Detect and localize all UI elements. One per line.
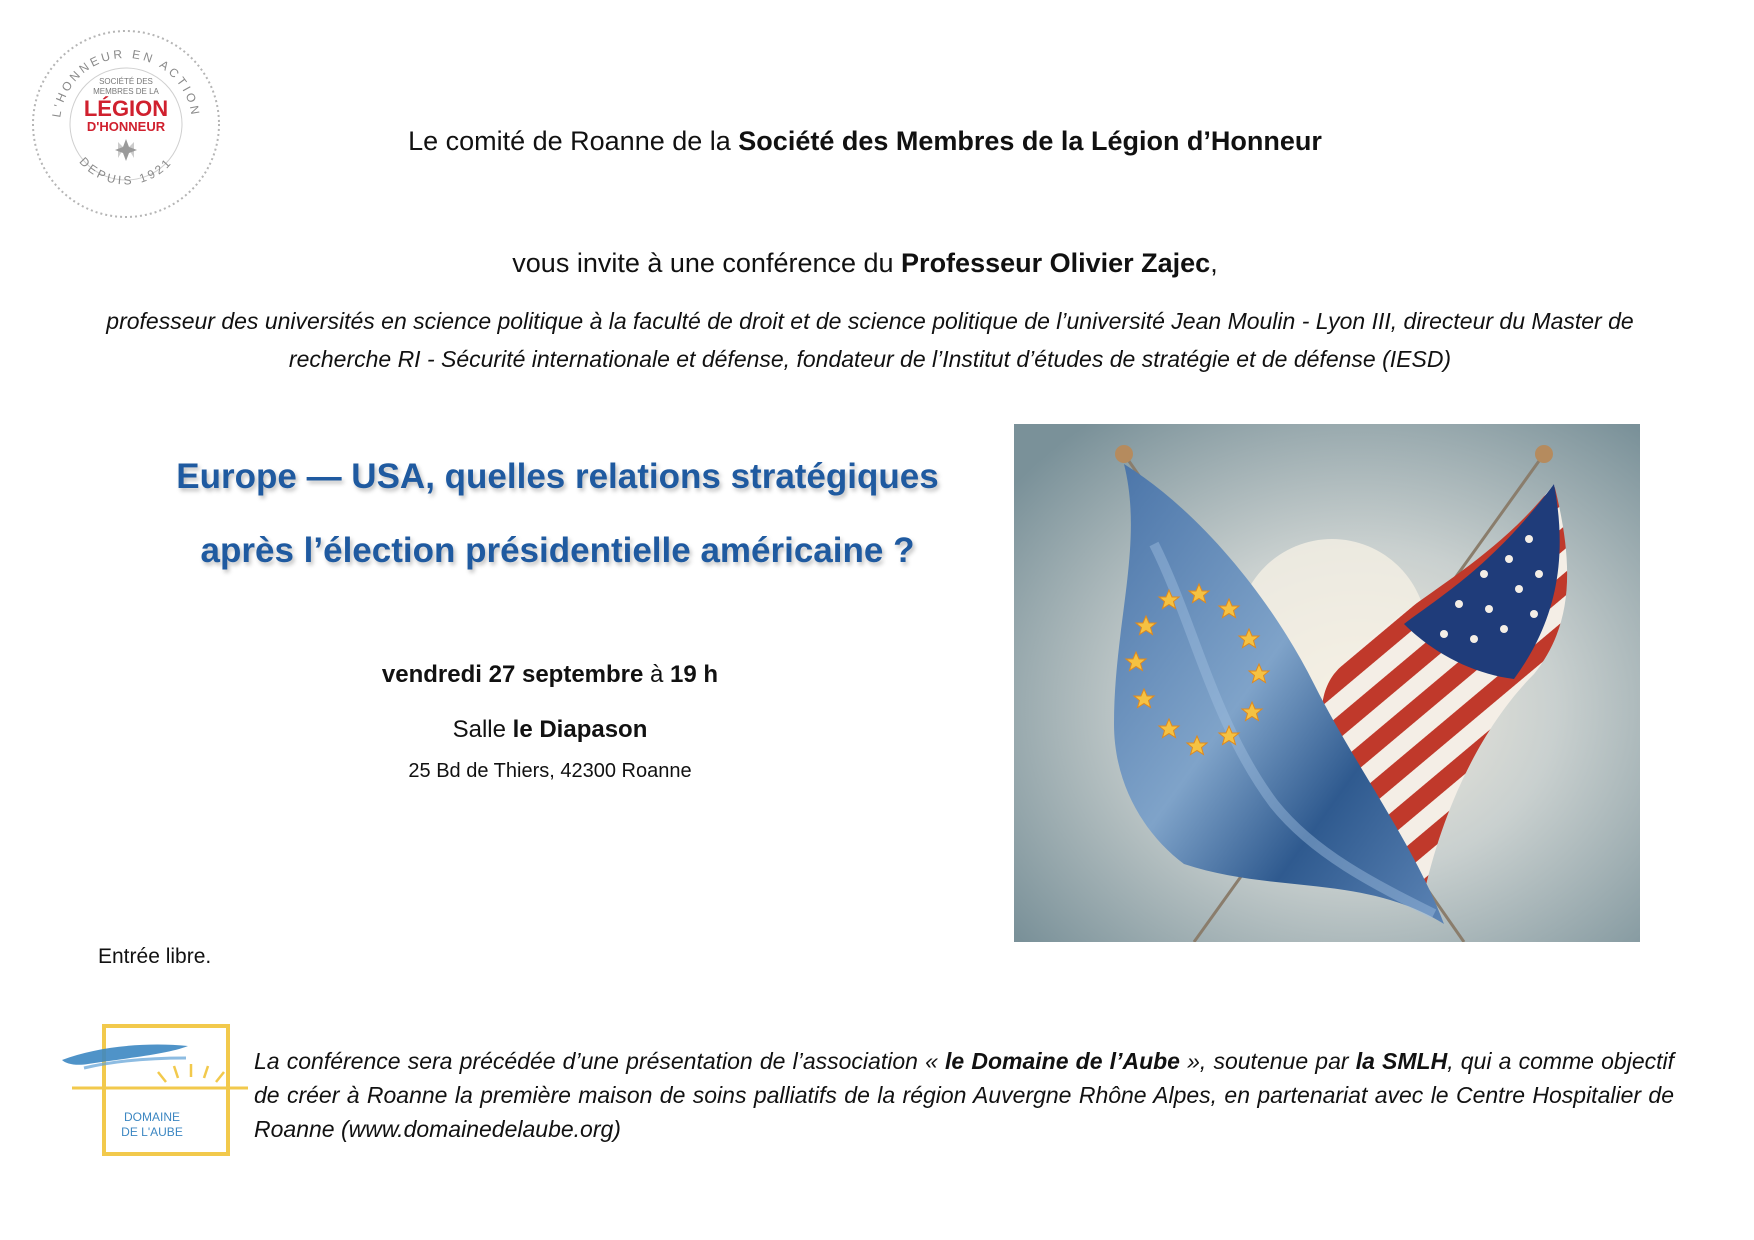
seal-society-line2: MEMBRES DE LA <box>93 87 159 96</box>
venue-name: le Diapason <box>512 716 648 743</box>
free-entry-note: Entrée libre. <box>98 945 212 968</box>
intro-line <box>260 124 1470 158</box>
aube-logo-name <box>104 1110 200 1140</box>
intro-prefix: Le comité de Roanne de la <box>408 126 739 156</box>
event-venue <box>300 715 800 745</box>
seal-graphic <box>30 28 222 220</box>
eu-pole-finial <box>1115 445 1133 463</box>
event-address: 25 Bd de Thiers, 42300 Roanne <box>408 760 692 782</box>
domaine-de-laube-logo <box>58 1024 250 1158</box>
invite-line <box>260 246 1470 280</box>
legion-cross-icon <box>115 139 137 161</box>
footer-text-part1: La conférence sera précédée d’une présentation de l’association « <box>254 1048 946 1074</box>
seal-honneur-word: D'HONNEUR <box>86 119 166 134</box>
venue-prefix: Salle <box>452 716 513 743</box>
society-name: Société des Membres de la Légion d’Honneur <box>738 126 1322 156</box>
event-day: vendredi 27 septembre <box>381 661 644 688</box>
speaker-description: professeur des universités en science politique à la faculté de droit et de science politique de l’université Jean Moulin - Lyon III, directeur du Master de recherche RI - Sécurité internationale et défense, fondateur de l’Institut d’études de stratégie et de défense (IESD) <box>106 308 1634 372</box>
speaker-name: Professeur Olivier Zajec <box>901 248 1211 278</box>
seal-society-line1: SOCIÉTÉ DES <box>99 77 153 86</box>
conference-title-line2: après l’élection présidentielle américaine ? <box>200 531 915 570</box>
association-presentation-text <box>254 1044 1674 1146</box>
event-date <box>300 660 800 690</box>
footer-text-part2: », soutenue par <box>1179 1048 1356 1074</box>
invite-suffix: , <box>1210 248 1218 278</box>
us-pole-finial <box>1535 445 1553 463</box>
seal-arc-bottom-text: DEPUIS 1921 <box>76 154 176 188</box>
sun-rays-icon <box>158 1064 224 1082</box>
conference-title-line1: Europe — USA, quelles relations stratégiques <box>176 457 939 496</box>
footer-text-part3: , qui a comme objectif de créer à Roanne la première maison de soins palliatifs de la région Auvergne Rhône Alpes, en partenariat avec le Centre Hospitalier de Roanne (www.domainedelaube.org) <box>254 1048 1675 1142</box>
invite-prefix: vous invite à une conférence du <box>512 248 902 278</box>
event-time: 19 h <box>670 661 719 688</box>
seal-legion-word: LÉGION <box>83 96 169 121</box>
event-date-connector: à <box>643 661 671 688</box>
aube-logo-line1: DOMAINE <box>123 1110 180 1124</box>
association-name: le Domaine de l’Aube <box>945 1048 1180 1074</box>
crossed-eu-us-flags-image <box>1014 424 1640 942</box>
aube-logo-line2: DE L'AUBE <box>121 1125 183 1139</box>
seal-arc-top-text: L'HONNEUR EN ACTION <box>49 46 203 119</box>
smlh-name: la SMLH <box>1355 1048 1448 1074</box>
conference-title <box>120 440 995 588</box>
legion-honneur-seal-logo <box>30 28 222 220</box>
flags-graphic <box>1014 424 1640 942</box>
